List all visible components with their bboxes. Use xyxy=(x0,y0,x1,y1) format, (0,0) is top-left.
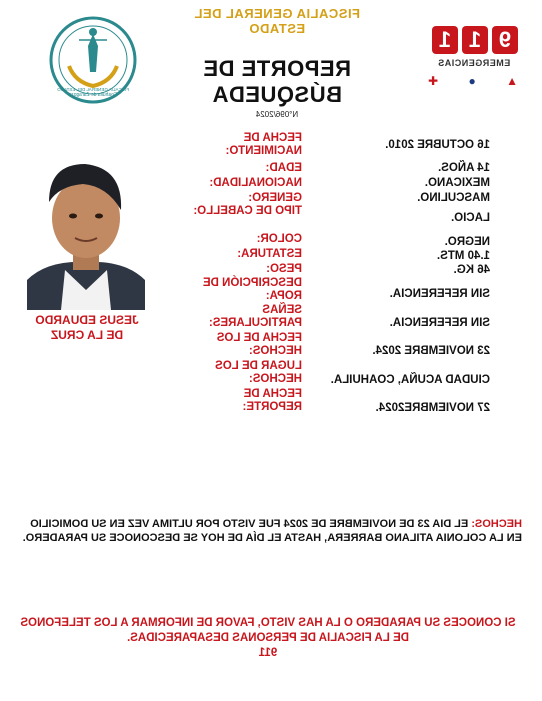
value-fecha-nacimiento: 16 OCTUBRE 2010. xyxy=(385,139,490,151)
value-fecha-reporte: 27 NOVIEMBRE2024. xyxy=(375,402,490,414)
label-genero: GENERO: xyxy=(248,192,302,204)
logo-digit: 1 xyxy=(432,26,458,54)
logo-subtitle: EMERGENCIAS xyxy=(437,58,511,68)
appeal-phone: 911 xyxy=(258,647,278,659)
missing-person-name xyxy=(17,313,157,343)
value-estatura: 1.40 MTS. xyxy=(436,250,490,262)
title-line-2: BÚSQUEDA xyxy=(212,82,342,107)
page-title xyxy=(177,56,377,108)
title-line-1: REPORTE DE xyxy=(202,56,352,81)
seal-state-text: Coahuila de Zaragoza xyxy=(68,92,118,98)
emergency-icons xyxy=(428,74,518,88)
label-fecha-hechos: FECHA DE LOS HECHOS: xyxy=(216,332,302,357)
report-number: N°096/2024 xyxy=(255,110,299,119)
label-tipo-cabello: TIPO DE CABELLO: xyxy=(193,205,302,217)
value-lugar-hechos: CIUDAD ACUÑA, COAHUILA. xyxy=(330,374,490,386)
label-nacionalidad: NACIONALIDAD: xyxy=(209,177,302,189)
value-fecha-hechos: 23 NOVIEMBRE 2024. xyxy=(372,345,490,357)
red-cross-icon: ✚ xyxy=(428,74,439,88)
value-edad: 14 AÑOS. xyxy=(438,162,490,174)
value-genero: MASCULINO. xyxy=(417,192,490,204)
label-peso: PESO: xyxy=(266,263,302,275)
value-descripcion-ropa: SIN REFERENCIA. xyxy=(389,288,490,300)
value-color: NEGRO. xyxy=(444,236,490,248)
appeal-text: SI CONOCES SU PARADERO O LA HAS VISTO, FAVOR DE INFORMAR A LOS TELEFONOS DE LA FISCALIA DE PERSONAS DESAPARECIDAS. xyxy=(20,617,516,644)
label-fecha-reporte: FECHA DE REPORTE: xyxy=(242,388,302,413)
name-line-2: DE LA CRUZ xyxy=(50,328,124,342)
name-line-1: JESUS EDUARDO xyxy=(35,313,139,327)
organization-name xyxy=(162,6,392,36)
value-tipo-cabello: LACIO. xyxy=(451,212,490,224)
logo-digit: 9 xyxy=(492,26,518,54)
label-estatura: ESTATURA: xyxy=(237,248,302,260)
fiscalia-seal-logo xyxy=(49,16,137,104)
logo-digit: 1 xyxy=(462,26,488,54)
org-line-1: FISCALIA GENERAL DEL xyxy=(194,6,361,21)
label-edad: EDAD: xyxy=(265,162,302,174)
org-line-2: ESTADO xyxy=(248,21,306,36)
police-cap-icon: ● xyxy=(468,74,476,88)
appeal-message xyxy=(14,616,522,661)
seal-ring-text: FISCALIA GENERAL DEL ESTADO xyxy=(57,87,129,92)
label-color: COLOR: xyxy=(256,233,302,245)
label-fecha-nacimiento: FECHA DE NACIMIENTO: xyxy=(225,132,302,157)
label-descripcion-ropa: DESCRIPCIÓN DE ROPA: xyxy=(202,277,302,302)
hechos-text: EL DIA 23 DE NOVIEMBRE DE 2024 FUE VISTO POR ULTIMA VEZ EN SU DOMICILIO EN LA COLONIA ATILANO BARRERA, HASTA EL DÍA DE HOY SE DESCONOCE SU PARADERO. xyxy=(22,518,522,544)
value-nacionalidad: MEXICANO. xyxy=(424,177,490,189)
emergency-911-logo xyxy=(422,20,526,100)
hechos-label: HECHOS: xyxy=(471,518,522,530)
value-senas-particulares: SIN REFERENCIA. xyxy=(389,317,490,329)
hechos-paragraph xyxy=(14,517,522,545)
missing-person-photo xyxy=(27,140,145,310)
value-peso: 46 KG. xyxy=(453,264,490,276)
label-senas-particulares: SEÑAS PARTICULARES: xyxy=(208,304,302,329)
label-lugar-hechos: LUGAR DE LOS HECHOS: xyxy=(215,360,302,385)
siren-icon: ▲ xyxy=(506,74,518,88)
